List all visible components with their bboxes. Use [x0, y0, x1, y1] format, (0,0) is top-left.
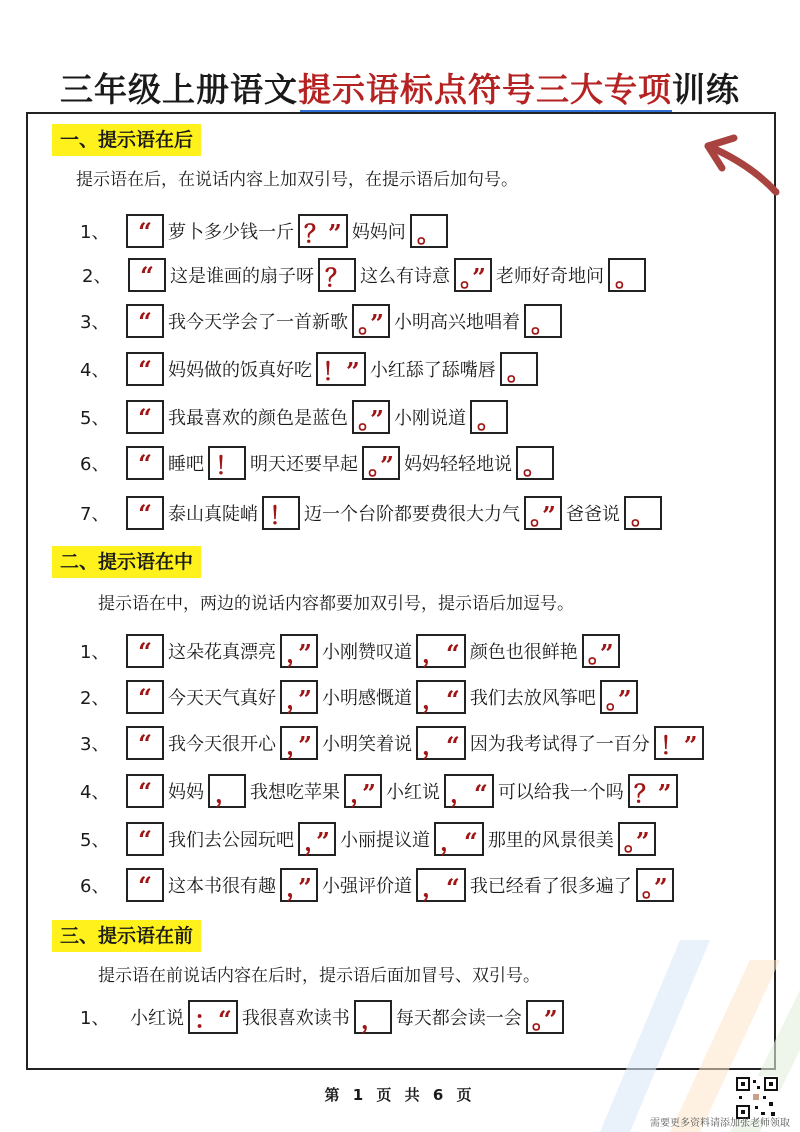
sentence-text: 小明笑着说	[322, 734, 412, 755]
sentence-text: 我们去公园玩吧	[168, 830, 294, 851]
sentence-text: 妈妈轻轻地说	[404, 454, 512, 475]
sentence-text: 小明感慨道	[322, 688, 412, 709]
section-heading: 二、提示语在中	[52, 546, 201, 578]
answer-box: “	[126, 352, 164, 386]
answer-box: “	[126, 822, 164, 856]
answer-box: 。	[524, 304, 562, 338]
title-suffix: 训练	[672, 70, 740, 109]
section-middle	[52, 546, 201, 578]
sentence-text: 颜色也很鲜艳	[469, 642, 578, 663]
sentence-text: 妈妈做的饭真好吃	[168, 360, 312, 381]
sentence-text: 这么有诗意	[360, 266, 450, 287]
exercise-line	[80, 302, 562, 340]
answer-box: “	[126, 774, 164, 808]
arrow-icon	[700, 128, 780, 198]
answer-box: 。”	[618, 822, 656, 856]
sentence-text: 我已经看了很多遍了	[469, 876, 632, 897]
section-heading: 三、提示语在前	[52, 920, 201, 952]
sentence-text: 可以给我一个吗	[497, 782, 624, 803]
item-number: 3、	[80, 312, 110, 333]
sentence-text: 小丽提议道	[340, 830, 430, 851]
answer-box: “	[126, 304, 164, 338]
sentence-text: 小红说	[130, 1008, 184, 1029]
answer-box: ？”	[298, 214, 348, 248]
answer-box: ！	[262, 496, 300, 530]
sentence-text: 那里的风景很美	[487, 830, 614, 851]
sentence-text: 每天都会读一会	[395, 1008, 522, 1029]
sentence-text: 我最喜欢的颜色是蓝色	[168, 408, 348, 429]
sentence-text: 妈妈	[168, 782, 204, 803]
answer-box: ？	[318, 258, 356, 292]
sentence-text: 小红说	[386, 782, 440, 803]
sentence-text: 因为我考试得了一百分	[469, 734, 650, 755]
answer-box: 。	[500, 352, 538, 386]
answer-box: ，”	[298, 822, 336, 856]
answer-box: “	[126, 446, 164, 480]
sentence-text: 小刚赞叹道	[322, 642, 412, 663]
answer-box: “	[126, 496, 164, 530]
answer-box: 。	[608, 258, 646, 292]
sentence-text: 明天还要早起	[250, 454, 358, 475]
answer-box: 。”	[582, 634, 620, 668]
item-number: 5、	[80, 830, 110, 851]
answer-box: ！”	[316, 352, 366, 386]
sentence-text: 小刚说道	[394, 408, 466, 429]
answer-box: 。”	[454, 258, 492, 292]
answer-box: ，“	[444, 774, 494, 808]
item-number: 3、	[80, 734, 110, 755]
sentence-text: 萝卜多少钱一斤	[168, 222, 294, 243]
item-number: 7、	[80, 504, 110, 525]
answer-box: ！	[208, 446, 246, 480]
title-prefix: 三年级上册语文	[60, 70, 298, 109]
sentence-text: 小强评价道	[322, 876, 412, 897]
sentence-text: 妈妈问	[351, 222, 406, 243]
exercise-line	[80, 444, 554, 482]
section-heading: 一、提示语在后	[52, 124, 201, 156]
answer-box: 。”	[600, 680, 638, 714]
exercise-line	[80, 866, 674, 904]
answer-box: ，“	[416, 634, 466, 668]
section-after	[52, 124, 201, 156]
sentence-text: 这朵花真漂亮	[168, 642, 276, 663]
answer-box: 。”	[524, 496, 562, 530]
item-number: 6、	[80, 454, 110, 475]
answer-box: ，“	[416, 726, 466, 760]
item-number: 1、	[80, 1008, 110, 1029]
sentence-text: 我今天很开心	[168, 734, 276, 755]
section-note: 提示语在中，两边的说话内容都要加双引号，提示语后加逗号。	[98, 594, 574, 614]
item-number: 5、	[80, 408, 110, 429]
item-number: 2、	[80, 688, 110, 709]
answer-box: 。”	[636, 868, 674, 902]
sentence-text: 睡吧	[168, 454, 204, 475]
item-number: 1、	[80, 642, 110, 663]
answer-box: ？”	[628, 774, 678, 808]
answer-box: 。	[470, 400, 508, 434]
answer-box: 。”	[352, 304, 390, 338]
sentence-text: 老师好奇地问	[496, 266, 604, 287]
item-number: 1、	[80, 222, 110, 243]
answer-box: “	[126, 726, 164, 760]
sentence-text: 我很喜欢读书	[241, 1008, 350, 1029]
answer-box: “	[128, 258, 166, 292]
page-footer: 第 1 页 共 6 页	[324, 1086, 476, 1104]
exercise-line	[80, 820, 656, 858]
exercise-line	[80, 772, 678, 810]
answer-box: “	[126, 868, 164, 902]
answer-box: ，”	[280, 680, 318, 714]
section-note: 提示语在前说话内容在后时，提示语后面加冒号、双引号。	[98, 966, 540, 986]
answer-box: ，”	[280, 726, 318, 760]
sentence-text: 我们去放风筝吧	[469, 688, 596, 709]
sentence-text: 我想吃苹果	[250, 782, 340, 803]
answer-box: 。”	[526, 1000, 564, 1034]
sentence-text: 今天天气真好	[168, 688, 276, 709]
exercise-line	[80, 632, 620, 670]
answer-box: ：“	[188, 1000, 238, 1034]
answer-box: 。	[624, 496, 662, 530]
answer-box: 。”	[352, 400, 390, 434]
answer-box: ，“	[416, 680, 466, 714]
answer-box: 。	[410, 214, 448, 248]
exercise-line	[80, 494, 662, 532]
answer-box: ，“	[416, 868, 466, 902]
answer-box: ，”	[280, 868, 318, 902]
item-number: 6、	[80, 876, 110, 897]
sentence-text: 迈一个台阶都要费很大力气	[304, 504, 520, 525]
sentence-text: 小明高兴地唱着	[394, 312, 520, 333]
answer-box: ，	[208, 774, 246, 808]
title-highlight: 提示语标点符号三大专项	[298, 70, 672, 109]
exercise-line	[80, 212, 448, 250]
sentence-text: 这是谁画的扇子呀	[170, 266, 314, 287]
ad-text: 需要更多资料请添加张老师领取	[650, 1118, 790, 1129]
section-note: 提示语在后，在说话内容上加双引号，在提示语后加句号。	[76, 170, 518, 190]
exercise-line	[80, 350, 538, 388]
answer-box: 。	[516, 446, 554, 480]
exercise-line	[82, 256, 646, 294]
sentence-text: 爸爸说	[566, 504, 620, 525]
answer-box: “	[126, 214, 164, 248]
answer-box: “	[126, 680, 164, 714]
item-number: 4、	[80, 782, 110, 803]
sentence-text: 我今天学会了一首新歌	[168, 312, 348, 333]
sentence-text: 小红舔了舔嘴唇	[369, 360, 496, 381]
answer-box: ，”	[344, 774, 382, 808]
exercise-line	[80, 724, 704, 762]
answer-box: ，	[354, 1000, 392, 1034]
exercise-line	[80, 678, 638, 716]
item-number: 4、	[80, 360, 110, 381]
answer-box: “	[126, 400, 164, 434]
item-number: 2、	[82, 266, 112, 287]
exercise-line	[80, 398, 508, 436]
sentence-text: 这本书很有趣	[168, 876, 276, 897]
answer-box: ！”	[654, 726, 704, 760]
answer-box: ，”	[280, 634, 318, 668]
answer-box: 。”	[362, 446, 400, 480]
answer-box: ，“	[434, 822, 484, 856]
exercise-line	[80, 998, 564, 1036]
answer-box: “	[126, 634, 164, 668]
page-title	[0, 68, 800, 112]
section-before	[52, 920, 201, 952]
sentence-text: 泰山真陡峭	[168, 504, 258, 525]
